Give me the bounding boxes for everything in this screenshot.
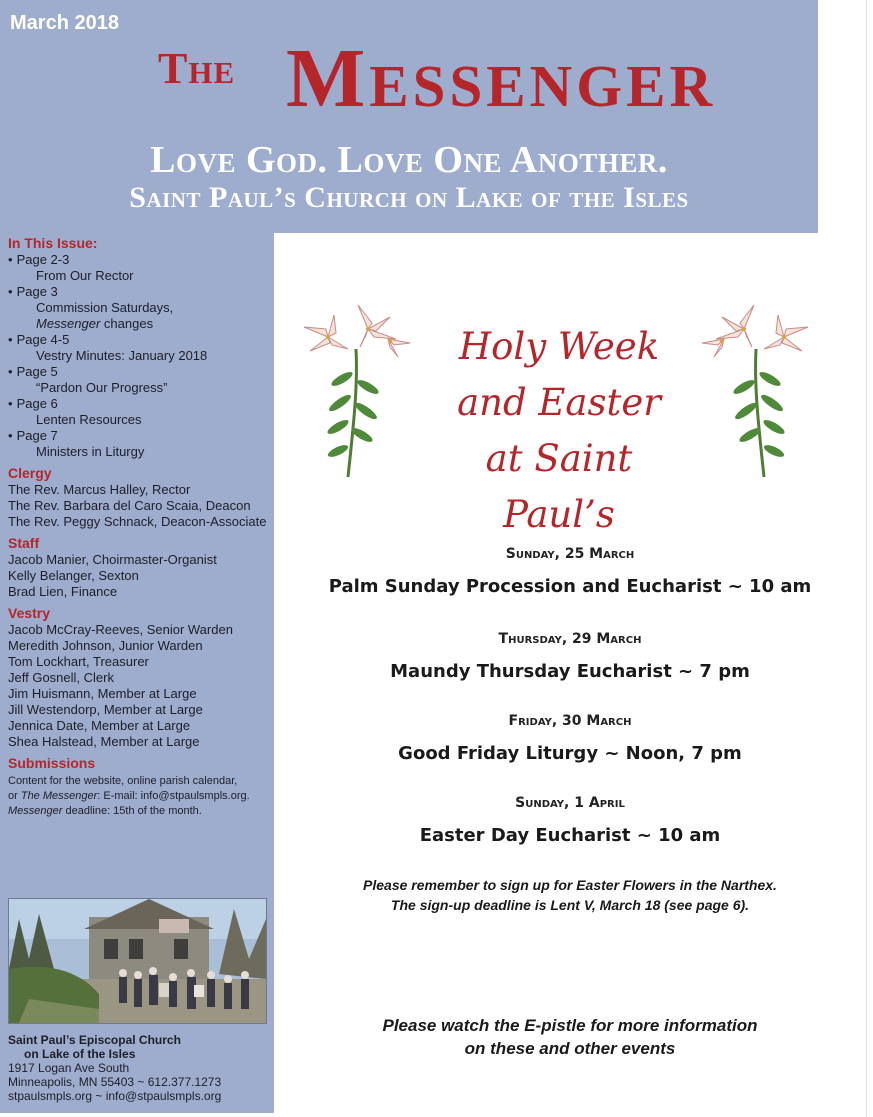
event-good-friday bbox=[274, 713, 866, 764]
vestry-member: Jim Huismann, Member at Large bbox=[8, 686, 197, 701]
event-name: Palm Sunday Procession and Eucharist ~ 10 am bbox=[328, 576, 812, 597]
table-of-contents bbox=[8, 252, 270, 460]
lily-flower-icon bbox=[298, 299, 418, 479]
vestry-heading: Vestry bbox=[8, 605, 51, 621]
toc-desc: “Pardon Our Progress” bbox=[36, 380, 168, 395]
masthead bbox=[0, 0, 818, 233]
toc-item bbox=[8, 332, 270, 364]
watch-line: on these and other events bbox=[464, 1039, 676, 1058]
toc-desc-rest: changes bbox=[100, 316, 154, 331]
vestry-member: Jennica Date, Member at Large bbox=[8, 718, 191, 733]
address-web-email: stpaulsmpls.org ~ info@stpaulsmpls.org bbox=[8, 1089, 222, 1103]
toc-item bbox=[8, 364, 270, 396]
main-content bbox=[274, 233, 866, 1117]
note-line: The sign-up deadline is Lent V, March 18 (see page 6). bbox=[390, 897, 750, 913]
submissions-line: Content for the website, online parish calendar, bbox=[8, 775, 238, 787]
staff-member: Brad Lien, Finance bbox=[8, 584, 118, 599]
in-this-issue-heading: In This Issue: bbox=[8, 235, 98, 251]
note-line: Please remember to sign up for Easter Flowers in the Narthex. bbox=[363, 877, 777, 893]
church-photo bbox=[8, 898, 267, 1024]
submissions-or: or bbox=[8, 790, 21, 802]
vestry-member: Tom Lockhart, Treasurer bbox=[8, 654, 149, 669]
address-name-2: on Lake of the Isles bbox=[24, 1047, 136, 1061]
vestry-member: Shea Halstead, Member at Large bbox=[8, 734, 200, 749]
title-the: The bbox=[158, 44, 236, 93]
messenger-italic: Messenger bbox=[8, 805, 63, 817]
toc-desc: From Our Rector bbox=[36, 268, 134, 283]
event-name: Easter Day Eucharist ~ 10 am bbox=[419, 825, 721, 846]
headline-line: at Saint Paul’s bbox=[485, 437, 633, 536]
toc-desc-italic: Messenger bbox=[36, 316, 101, 331]
toc-page: • Page 3 bbox=[8, 284, 270, 300]
church-photo-illustration bbox=[9, 899, 266, 1023]
event-date: Thursday, 29 March bbox=[498, 631, 642, 647]
toc-item bbox=[8, 284, 270, 332]
event-date: Friday, 30 March bbox=[508, 713, 632, 729]
vestry-member: Jill Westendorp, Member at Large bbox=[8, 702, 203, 717]
address-name: Saint Paul’s Episcopal Church bbox=[8, 1033, 181, 1047]
staff-heading: Staff bbox=[8, 535, 40, 551]
title-messenger: Messenger bbox=[286, 32, 717, 125]
sidebar-content bbox=[8, 234, 270, 819]
clergy-member: The Rev. Marcus Halley, Rector bbox=[8, 482, 191, 497]
event-name: Good Friday Liturgy ~ Noon, 7 pm bbox=[398, 743, 742, 764]
easter-flowers-note bbox=[274, 875, 866, 915]
vestry-list bbox=[8, 622, 270, 750]
watch-line: Please watch the E-pistle for more information bbox=[382, 1016, 758, 1035]
church-address bbox=[8, 1033, 221, 1103]
staff-member: Kelly Belanger, Sexton bbox=[8, 568, 139, 583]
page-edge-divider bbox=[866, 0, 867, 1117]
event-name: Maundy Thursday Eucharist ~ 7 pm bbox=[390, 661, 750, 682]
event-maundy-thursday bbox=[274, 631, 866, 682]
toc-desc: Vestry Minutes: January 2018 bbox=[36, 348, 208, 363]
vestry-member: Jacob McCray-Reeves, Senior Warden bbox=[8, 622, 233, 637]
toc-desc: Commission Saturdays, bbox=[36, 300, 174, 315]
toc-page: • Page 7 bbox=[8, 428, 270, 444]
epistle-note bbox=[274, 1014, 866, 1060]
sidebar bbox=[0, 233, 274, 1113]
tagline: Love God. Love One Another. bbox=[150, 139, 668, 181]
submissions-line bbox=[8, 804, 270, 819]
newsletter-title bbox=[158, 30, 798, 125]
church-name: Saint Paul’s Church on Lake of the Isles bbox=[129, 181, 689, 214]
vestry-member: Jeff Gosnell, Clerk bbox=[8, 670, 114, 685]
clergy-heading: Clergy bbox=[8, 465, 52, 481]
event-date: Sunday, 1 April bbox=[515, 795, 625, 811]
submissions-deadline: deadline: 15th of the month. bbox=[62, 805, 202, 817]
toc-page: • Page 5 bbox=[8, 364, 270, 380]
event-easter-day bbox=[274, 795, 866, 846]
issue-date: March 2018 bbox=[10, 12, 119, 34]
event-date: Sunday, 25 March bbox=[505, 546, 635, 562]
toc-page: • Page 6 bbox=[8, 396, 270, 412]
headline-line: Holy Week bbox=[458, 325, 660, 368]
toc-item bbox=[8, 396, 270, 428]
submissions-line bbox=[8, 789, 270, 804]
submissions-email: : E-mail: info@stpaulsmpls.org. bbox=[97, 790, 250, 802]
clergy-member: The Rev. Peggy Schnack, Deacon-Associate bbox=[8, 514, 267, 529]
messenger-italic: The Messenger bbox=[20, 790, 98, 802]
address-street: 1917 Logan Ave South bbox=[8, 1061, 130, 1075]
staff-list bbox=[8, 552, 270, 600]
submissions-heading: Submissions bbox=[8, 755, 96, 771]
toc-desc-2 bbox=[8, 316, 270, 332]
clergy-list bbox=[8, 482, 270, 530]
toc-item bbox=[8, 252, 270, 284]
holy-week-headline bbox=[424, 319, 694, 543]
headline-line: and Easter bbox=[457, 381, 661, 424]
toc-page: • Page 4-5 bbox=[8, 332, 270, 348]
address-city-phone: Minneapolis, MN 55403 ~ 612.377.1273 bbox=[8, 1075, 222, 1089]
toc-desc: Ministers in Liturgy bbox=[36, 444, 145, 459]
submissions-text bbox=[8, 774, 270, 819]
toc-page: • Page 2-3 bbox=[8, 252, 270, 268]
toc-desc: Lenten Resources bbox=[36, 412, 142, 427]
event-palm-sunday bbox=[274, 546, 866, 597]
lily-flower-icon bbox=[694, 299, 814, 479]
clergy-member: The Rev. Barbara del Caro Scaia, Deacon bbox=[8, 498, 251, 513]
staff-member: Jacob Manier, Choirmaster-Organist bbox=[8, 552, 217, 567]
vestry-member: Meredith Johnson, Junior Warden bbox=[8, 638, 203, 653]
toc-item bbox=[8, 428, 270, 460]
